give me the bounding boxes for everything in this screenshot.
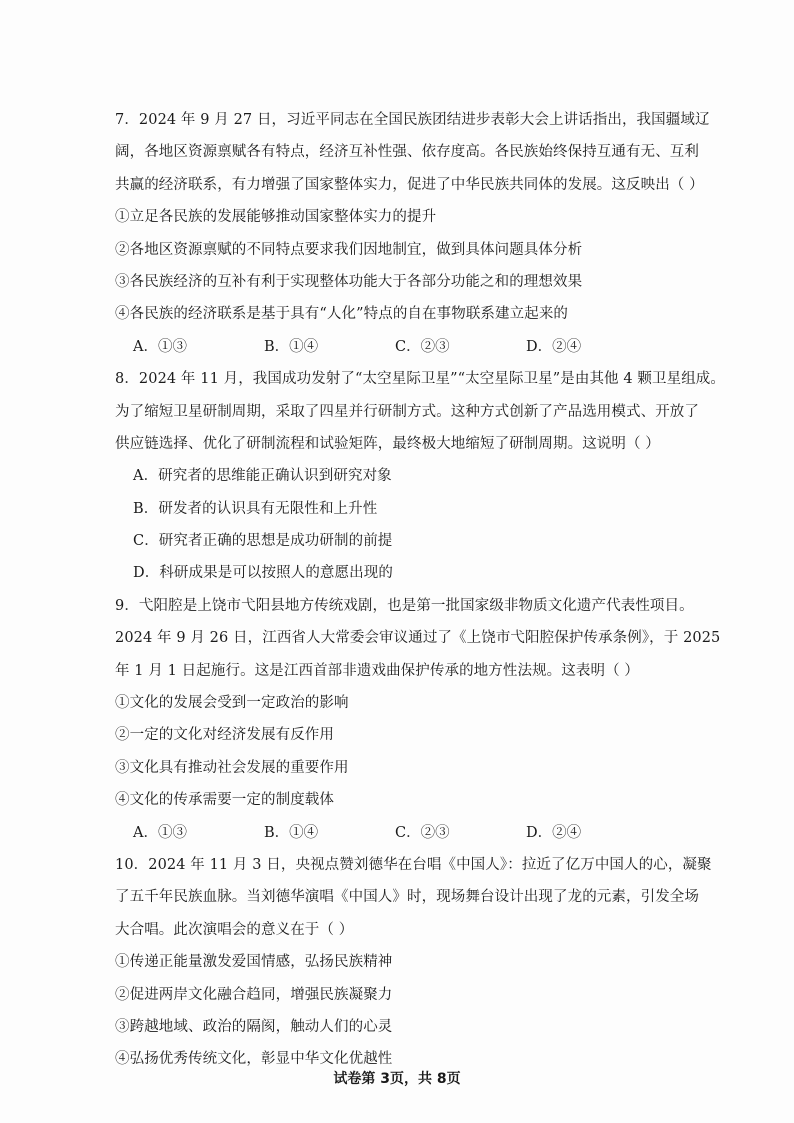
choice-c: C．②③ [395, 824, 450, 841]
choice-c: C．②③ [395, 338, 450, 355]
question-stem-line: 2024 年 9 月 26 日，江西省人大常委会审议通过了《上饶市弋阳腔保护传承条例》，于 2025 [115, 630, 721, 647]
page-footer: 试卷第 3页，共 8页 [333, 1071, 461, 1087]
question-stem-line: 10．2024 年 11 月 3 日，央视点赞刘德华在台唱《中国人》：拉近了亿万中国人的心，凝聚 [115, 856, 712, 873]
question-stem-line: 9．弋阳腔是上饶市弋阳县地方传统戏剧，也是第一批国家级非物质文化遗产代表性项目。 [115, 597, 694, 614]
question-10 [115, 849, 712, 1076]
answer-option-c: C．研究者正确的思想是成功研制的前提 [133, 533, 393, 550]
question-stem-line: 供应链选择、优化了研制流程和试验矩阵，最终极大地缩短了研制周期。这说明（ ） [115, 435, 660, 452]
choice-d: D．②④ [526, 338, 582, 355]
question-stem-line: 年 1 月 1 日起施行。这是江西首部非遗戏曲保护传承的地方性法规。这表明（ ） [115, 662, 639, 679]
statement-option: ③各民族经济的互补有利于实现整体功能大于各部分功能之和的理想效果 [115, 273, 583, 290]
answer-option-d: D．科研成果是可以按照人的意愿出现的 [133, 565, 393, 582]
statement-option: ①传递正能量激发爱国情感，弘扬民族精神 [115, 954, 393, 971]
page-content [115, 104, 725, 1076]
choice-d: D．②④ [526, 824, 582, 841]
statement-option: ②一定的文化对经济发展有反作用 [115, 727, 334, 744]
question-stem-line: 共赢的经济联系，有力增强了国家整体实力，促进了中华民族共同体的发展。这反映出（ ） [115, 176, 704, 193]
statement-option: ②促进两岸文化融合趋同，增强民族凝聚力 [115, 986, 393, 1003]
choice-b: B．①④ [264, 824, 319, 841]
statement-option: ③文化具有推动社会发展的重要作用 [115, 759, 349, 776]
question-stem-line: 为了缩短卫星研制周期，采取了四星并行研制方式。这种方式创新了产品选用模式、开放了 [115, 403, 699, 420]
question-8 [115, 363, 725, 590]
question-stem-line: 阔，各地区资源禀赋各有特点，经济互补性强、依存度高。各民族始终保持互通有无、互利 [115, 144, 699, 161]
choice-b: B．①④ [264, 338, 319, 355]
statement-option: ③跨越地域、政治的隔阂，触动人们的心灵 [115, 1018, 393, 1035]
question-stem-line: 大合唱。此次演唱会的意义在于（ ） [115, 921, 354, 938]
choice-a: A．①③ [133, 824, 187, 841]
answer-choices [115, 331, 695, 363]
question-stem-line: 7．2024 年 9 月 27 日，习近平同志在全国民族团结进步表彰大会上讲话指出，我国疆域辽 [115, 112, 710, 128]
question-9 [115, 590, 721, 849]
statement-option: ①立足各民族的发展能够推动国家整体实力的提升 [115, 209, 437, 226]
choice-a: A．①③ [133, 338, 187, 355]
question-stem-line: 8．2024 年 11 月，我国成功发射了“太空星际卫星”“太空星际卫星”是由其他 4 颗卫星组成。 [115, 371, 725, 388]
statement-option: ④弘扬优秀传统文化，彰显中华文化优越性 [115, 1051, 393, 1068]
statement-option: ④文化的传承需要一定的制度载体 [115, 792, 334, 809]
answer-choices [115, 817, 695, 849]
statement-option: ①文化的发展会受到一定政治的影响 [115, 695, 349, 712]
question-stem-line: 了五千年民族血脉。当刘德华演唱《中国人》时，现场舞台设计出现了龙的元素，引发全场 [115, 889, 699, 906]
statement-option: ②各地区资源禀赋的不同特点要求我们因地制宜，做到具体问题具体分析 [115, 241, 583, 258]
answer-option-b: B．研发者的认识具有无限性和上升性 [133, 500, 378, 517]
answer-option-a: A．研究者的思维能正确认识到研究对象 [133, 468, 392, 485]
statement-option: ④各民族的经济联系是基于具有“人化”特点的自在事物联系建立起来的 [115, 306, 569, 323]
question-7 [115, 104, 710, 363]
